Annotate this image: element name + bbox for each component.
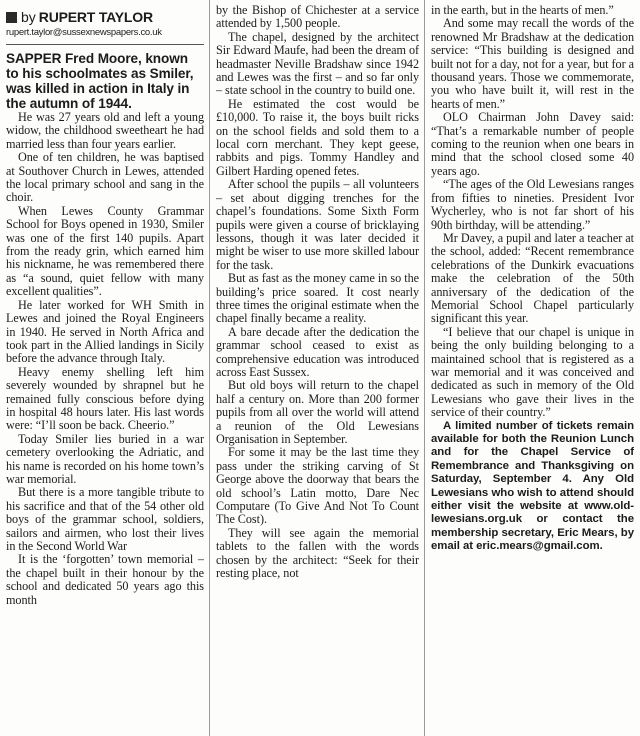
standfirst: SAPPER Fred Moore, known to his schoolmates as Smiler, was killed in action in Italy in the autumn of 1944. — [6, 51, 194, 111]
paragraph: Today Smiler lies buried in a war cemetery overlooking the Adriatic, and his name is recorded on his home town’s war memorial. — [6, 431, 204, 486]
article-column-1 — [6, 0, 204, 607]
paragraph: He was 27 years old and left a young widow, the childhood sweetheart he had married less than four years earlier. — [6, 110, 204, 151]
paragraph: It is the ‘forgotten’ town memorial – the chapel built in their honour by the school and dedicated 50 years ago this month — [6, 552, 204, 607]
paragraph: But there is a more tangible tribute to his sacrifice and that of the 54 other old boys of the grammar school, soldiers, sailors and airmen, who lost their lives in the Second World War — [6, 485, 204, 553]
paragraph: “I believe that our chapel is unique in being the only building belonging to a maintained school that is registered as a war memorial and it was conceived and dedicated as such in memory of the Old Lewesians who gave their lives in the service of their country.” — [431, 324, 634, 420]
byline-prefix: by — [21, 9, 36, 25]
byline-author: RUPERT TAYLOR — [38, 9, 153, 25]
paragraph: For some it may be the last time they pass under the striking carving of St George above the doorway that bears the old school’s Latin motto, Dare Nec Computare (To Give And Not To Count The Cost). — [216, 445, 419, 527]
byline — [6, 8, 204, 26]
paragraph: And some may recall the words of the renowned Mr Bradshaw at the dedication service: “This building is designed and built not for a day, not for a year, but for a thousand years. Those we commemorate, you who have built it, will rest in the hearts of men.” — [431, 16, 634, 111]
paragraph: Heavy enemy shelling left him severely wounded by shrapnel but he remained fully conscious before dying in hospital 48 hours later. His last words were: “I’ll soon be back. Cheerio.” — [6, 364, 204, 433]
paragraph-continued: in the earth, but in the hearts of men.” — [431, 3, 614, 17]
paragraph: He later worked for WH Smith in Lewes and joined the Royal Engineers in 1940. He served in North Africa and took part in the Allied landings in Sicily before the advance through Italy. — [6, 297, 204, 366]
paragraph: “The ages of the Old Lewesians ranges from fifties to nineties. President Ivor Wycherley, who is not far short of his 90th birthday, will be attending.” — [431, 177, 634, 232]
paragraph: A bare decade after the dedication the grammar school ceased to exist as comprehensive education was introduced across East Sussex. — [216, 324, 419, 379]
paragraph: But as fast as the money came in so the building’s price soared. It cost nearly three times the original estimate when the chapel finally became a reality. — [216, 271, 419, 326]
paragraph: One of ten children, he was baptised at Southover Church in Lewes, attended the local primary school and sang in the choir. — [6, 150, 204, 205]
paragraph-continued: by the Bishop of Chichester at a service attended by 1,500 people. — [216, 3, 419, 31]
paragraph: After school the pupils – all volunteers – set about digging trenches for the chapel’s foundations. Some Sixth Form pupils were given a course of bricklaying lessons, though it was later decided it might be wiser to use more skilled labour for the task. — [216, 177, 419, 272]
paragraph: Mr Davey, a pupil and later a teacher at the school, added: “Recent remembrance celebrations of the Dunkirk evacuations make the celebration of the 50th anniversary of the dedication of the Memorial School Chapel particularly significant this year. — [431, 230, 634, 326]
byline-square-icon — [6, 12, 17, 23]
paragraph: When Lewes County Grammar School for Boys opened in 1930, Smiler was one of the first 140 pupils. Apart from the ready grin, which earned him his nickname, he was remembered there as “a sound, quiet fellow with many excellent qualities”. — [6, 203, 204, 299]
header-rule — [6, 44, 204, 45]
article-column-2 — [216, 0, 419, 580]
paragraph: He estimated the cost would be £10,000. To raise it, the boys built ricks on the school fields and sold them to a local corn merchant. They kept geese, rabbits and pigs. Tommy Handley and Gilbert Harding opened fetes. — [216, 96, 419, 178]
column-divider — [424, 0, 425, 736]
column-divider — [209, 0, 210, 736]
paragraph: The chapel, designed by the architect Sir Edward Maufe, had been the dream of headmaster Neville Bradshaw since 1942 and Lewes was the first – and so far only – state school in the country to build one. — [216, 29, 419, 98]
paragraph: OLO Chairman John Davey said: “That’s a remarkable number of people coming to the reunion when one bears in mind that the school closed some 40 years ago. — [431, 110, 634, 178]
paragraph: They will see again the memorial tablets to the fallen with the words chosen by the architect: “Seek for their resting place, not — [216, 525, 419, 581]
author-email: rupert.taylor@sussexnewspapers.co.uk — [6, 27, 162, 38]
paragraph: But old boys will return to the chapel half a century on. More than 200 former pupils from all over the world will attend a reunion of the Old Lewesians Organisation in September. — [216, 378, 419, 446]
article-column-3 — [431, 0, 634, 554]
ticket-info-paragraph: A limited number of tickets remain available for both the Reunion Lunch and for the Chapel Service of Remembrance and Thanksgiving on Saturday, September 4. Any Old Lewesians who wish to attend should either visit the website at www.old-lewesians.org.uk or contact the membership secretary, Eric Mears, by email at eric.mears@gmail.com. — [431, 419, 634, 553]
